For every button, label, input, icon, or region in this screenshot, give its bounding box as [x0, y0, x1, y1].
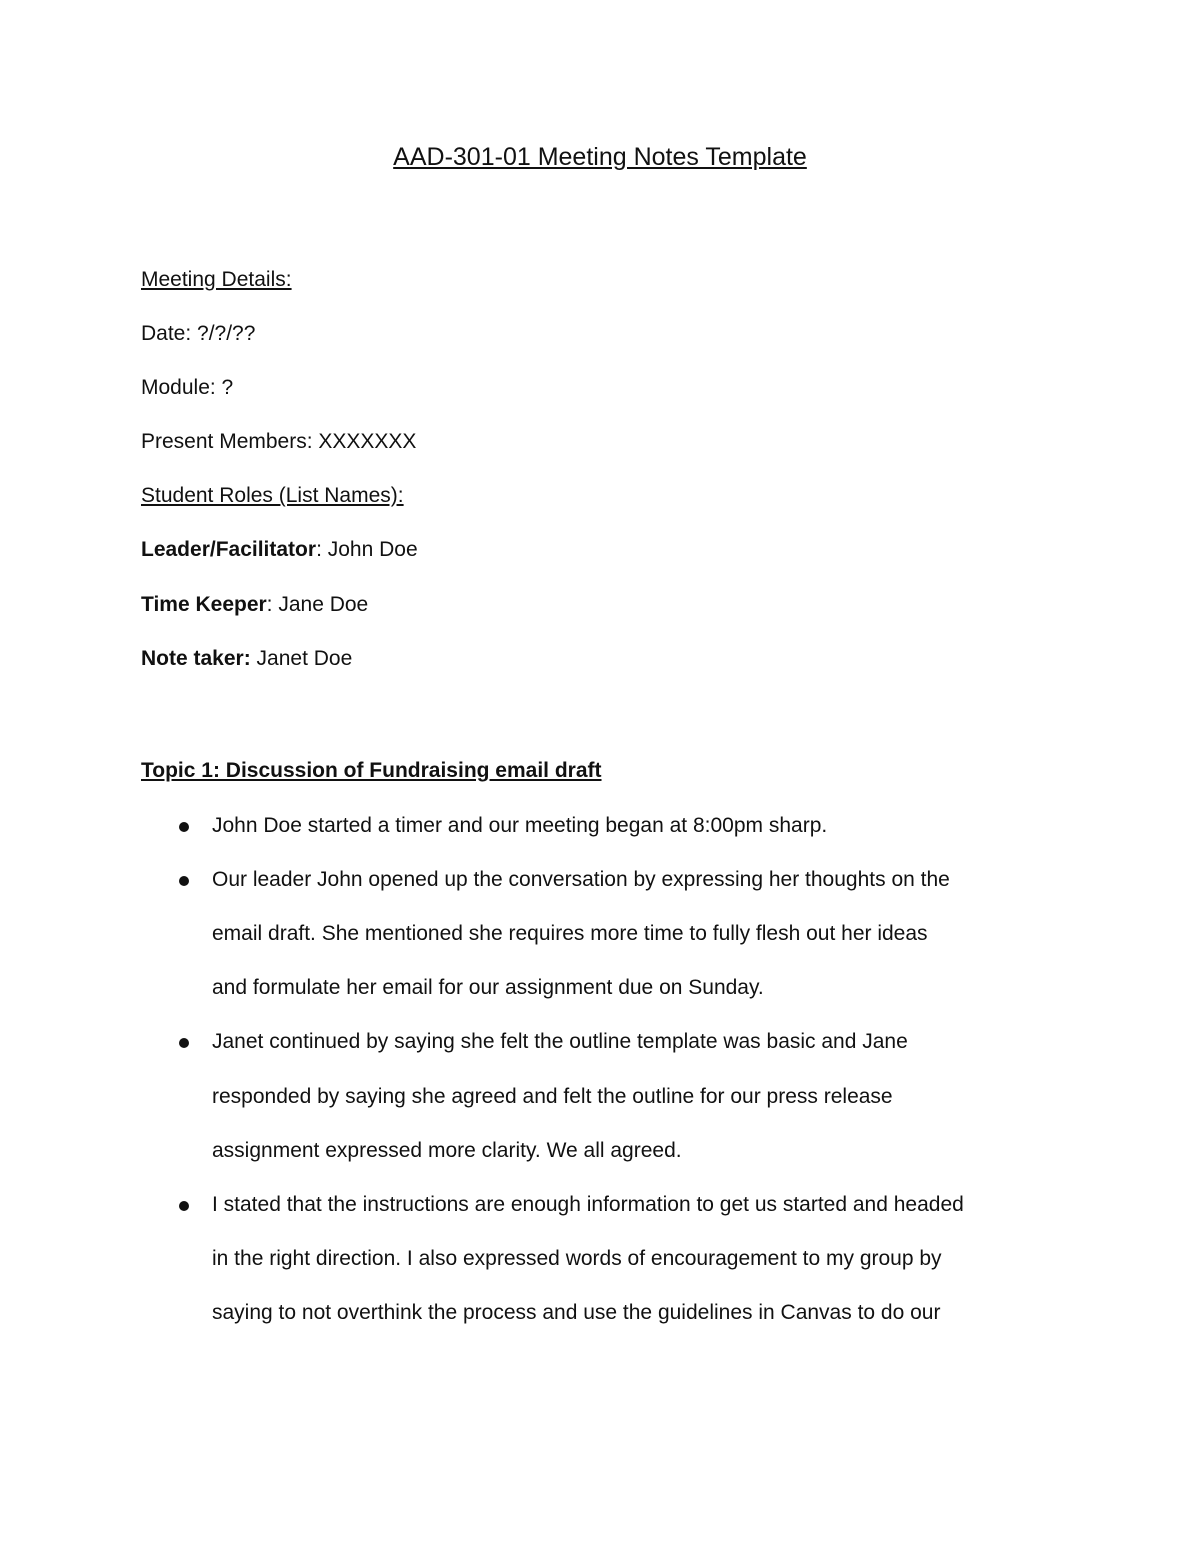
- role-name: John Doe: [327, 538, 418, 561]
- bullet-3-line-3: assignment expressed more clarity. We all agreed.: [212, 1139, 682, 1162]
- bullet-icon: [179, 1038, 189, 1048]
- role-name: Jane Doe: [278, 593, 369, 616]
- bullet-icon: [179, 876, 189, 886]
- meeting-details-heading: Meeting Details:: [141, 268, 292, 291]
- role-note-taker: [141, 645, 352, 673]
- bullet-icon: [179, 1201, 189, 1211]
- meeting-date: Date: ?/?/??: [141, 322, 256, 345]
- role-label: Time Keeper: [141, 593, 267, 616]
- present-members: Present Members: XXXXXXX: [141, 430, 417, 453]
- document-title: AAD-301-01 Meeting Notes Template: [393, 143, 807, 171]
- bullet-3-line-2: responded by saying she agreed and felt the outline for our press release: [212, 1085, 893, 1108]
- role-leader: [141, 536, 418, 564]
- bullet-3-line-1: Janet continued by saying she felt the outline template was basic and Jane: [212, 1030, 908, 1053]
- bullet-2-line-2: email draft. She mentioned she requires more time to fully flesh out her ideas: [212, 922, 928, 945]
- role-separator: :: [266, 593, 279, 616]
- bullet-2-line-1: Our leader John opened up the conversation by expressing her thoughts on the: [212, 868, 950, 891]
- bullet-4-line-3: saying to not overthink the process and use the guidelines in Canvas to do our: [212, 1301, 941, 1324]
- student-roles-heading: Student Roles (List Names):: [141, 484, 404, 507]
- role-name: Janet Doe: [256, 647, 353, 670]
- role-time-keeper: [141, 591, 368, 619]
- bullet-4-line-1: I stated that the instructions are enough information to get us started and headed: [212, 1193, 964, 1216]
- bullet-4-line-2: in the right direction. I also expressed words of encouragement to my group by: [212, 1247, 942, 1270]
- role-separator: :: [316, 538, 328, 561]
- role-label: Note taker:: [141, 647, 251, 670]
- topic-1-heading: Topic 1: Discussion of Fundraising email draft: [141, 759, 602, 782]
- meeting-module: Module: ?: [141, 376, 234, 399]
- bullet-icon: [179, 822, 189, 832]
- role-label: Leader/Facilitator: [141, 538, 317, 561]
- bullet-1-line-1: John Doe started a timer and our meeting began at 8:00pm sharp.: [212, 814, 828, 837]
- bullet-2-line-3: and formulate her email for our assignment due on Sunday.: [212, 976, 764, 999]
